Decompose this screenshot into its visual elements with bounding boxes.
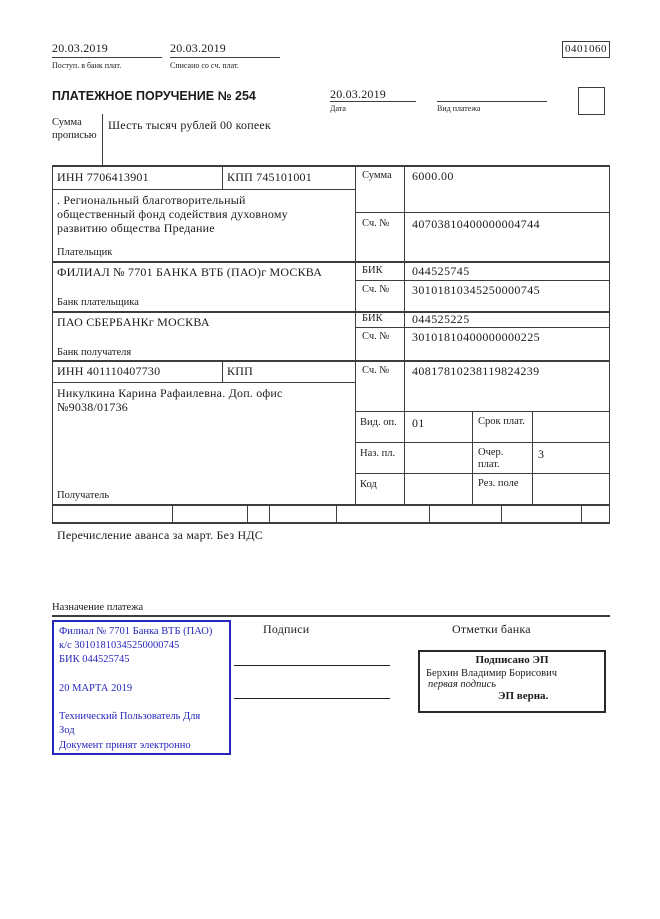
payment-purpose-label: Назначение платежа (52, 602, 144, 613)
payer-bank-account-label: Сч. № (362, 284, 390, 295)
payee-account-label: Сч. № (362, 365, 390, 376)
table-line (356, 327, 610, 328)
payer-bank-label: Банк плательщика (57, 297, 139, 308)
table-line (404, 165, 405, 505)
signatures-label: Подписи (263, 622, 310, 636)
table-line (52, 615, 610, 617)
payee-bank-label: Банк получателя (57, 347, 132, 358)
table-line (356, 442, 610, 443)
blue-stamp-line: Документ принят электронно (59, 739, 191, 751)
table-line (356, 280, 610, 281)
debited-date-label: Списано со сч. плат. (170, 61, 239, 70)
payee-bank-name: ПАО СБЕРБАНКг МОСКВА (57, 315, 210, 329)
table-line (356, 411, 610, 412)
payer-kpp: КПП 745101001 (227, 170, 312, 184)
payer-label: Плательщик (57, 247, 113, 258)
blue-stamp-line (59, 696, 229, 710)
signature-stamp-box (418, 650, 606, 713)
table-line (336, 505, 337, 523)
payer-bank-bik: 044525745 (412, 264, 470, 278)
bank-marks-label: Отметки банка (452, 622, 531, 636)
amount-in-words: Шесть тысяч рублей 00 копеек (108, 118, 271, 132)
table-line (247, 505, 248, 523)
payer-account-label: Сч. № (362, 218, 390, 229)
table-line (472, 411, 473, 505)
date-underline (330, 101, 416, 102)
received-date-label: Поступ. в банк плат. (52, 61, 122, 70)
payee-name-line-1: Никулкина Карина Рафаилевна. Доп. офис (57, 386, 283, 400)
payee-bank-account-label: Сч. № (362, 331, 390, 342)
table-line (581, 505, 582, 523)
signature-line-1 (234, 665, 390, 666)
date-label: Дата (330, 104, 346, 113)
payer-name-line-2: общественный фонд содействия духовному (57, 207, 288, 221)
payer-bank-name: ФИЛИАЛ № 7701 БАНКА ВТБ (ПАО)г МОСКВА (57, 265, 323, 279)
stamp-signer-name: Берхин Владимир Борисович (426, 668, 557, 679)
debited-date: 20.03.2019 (170, 41, 226, 55)
amount-words-label-1: Сумма (52, 117, 82, 128)
payer-name-line-1: . Региональный благотворительный (57, 193, 246, 207)
table-line (52, 261, 610, 263)
blue-stamp-line (59, 668, 229, 682)
table-line (52, 382, 356, 383)
amount-label: Сумма (362, 170, 392, 181)
payee-bank-bik-label: БИК (362, 313, 383, 324)
table-line (501, 505, 502, 523)
blue-stamp-line: Зод (59, 725, 75, 737)
table-line (429, 505, 430, 523)
pay-term-label: Срок плат. (478, 416, 525, 427)
table-line (222, 360, 223, 383)
table-line (172, 505, 173, 523)
code-label: Код (360, 479, 377, 490)
blue-stamp-line: 20 МАРТА 2019 (59, 682, 133, 694)
payer-bank-bik-label: БИК (362, 265, 383, 276)
payee-account: 40817810238119824239 (412, 364, 540, 378)
form-code-box: 0401060 (562, 41, 610, 58)
table-line (52, 311, 610, 313)
table-line (269, 505, 270, 523)
table-line (355, 165, 356, 505)
payer-inn: ИНН 7706413901 (57, 170, 149, 184)
payer-account: 40703810400000004744 (412, 217, 540, 231)
amount-words-label-2: прописью (52, 130, 97, 141)
debited-date-underline (170, 57, 280, 58)
payee-kpp: КПП (227, 364, 253, 378)
table-line (356, 473, 610, 474)
payee-bank-bik: 044525225 (412, 312, 470, 326)
payee-label: Получатель (57, 490, 110, 501)
reserve-field-label: Рез. поле (478, 478, 519, 489)
payment-type-label: Вид платежа (437, 104, 481, 113)
priority-value: 3 (538, 447, 545, 461)
stamp-signed-label: Подписано ЭП (475, 654, 549, 666)
payee-name-line-2: №9038/01736 (57, 400, 128, 414)
table-line (532, 411, 533, 505)
status-checkbox (578, 87, 605, 115)
table-line (52, 504, 610, 506)
purpose-code-label: Наз. пл. (360, 448, 396, 459)
amount-value: 6000.00 (412, 169, 454, 183)
table-line (52, 165, 610, 167)
amount-words-divider (102, 114, 103, 166)
payer-name-line-3: развитию общества Предание (57, 221, 215, 235)
blue-stamp-line: БИК 044525745 (59, 654, 130, 666)
blue-stamp-line: Филиал № 7701 Банка ВТБ (ПАО) (59, 626, 213, 637)
table-line (609, 165, 610, 524)
received-date: 20.03.2019 (52, 41, 108, 55)
signature-line-2 (234, 698, 390, 699)
op-type-label: Вид. оп. (360, 417, 397, 428)
payment-purpose-text: Перечисление аванса за март. Без НДС (57, 528, 263, 542)
bank-electronic-stamp (52, 620, 231, 755)
blue-stamp-line: Технический Пользователь Для (59, 711, 201, 723)
table-line (356, 212, 610, 213)
document-title: ПЛАТЕЖНОЕ ПОРУЧЕНИЕ № 254 (52, 89, 256, 103)
op-type-value: 01 (412, 416, 425, 430)
blue-stamp-line: к/с 30101810345250000745 (59, 640, 180, 652)
table-line (52, 165, 53, 524)
payment-type-underline (437, 101, 547, 102)
table-line (222, 165, 223, 190)
table-line (52, 522, 610, 524)
payer-bank-account: 30101810345250000745 (412, 283, 540, 297)
document-date: 20.03.2019 (330, 87, 386, 101)
payee-inn: ИНН 401110407730 (57, 364, 161, 378)
priority-label: Очер. плат. (478, 447, 504, 470)
stamp-first-signature: первая подпись (428, 679, 497, 690)
stamp-verified: ЭП верна. (498, 690, 549, 702)
table-line (52, 360, 610, 362)
received-date-underline (52, 57, 162, 58)
payee-bank-account: 30101810400000000225 (412, 330, 540, 344)
table-line (52, 189, 356, 190)
